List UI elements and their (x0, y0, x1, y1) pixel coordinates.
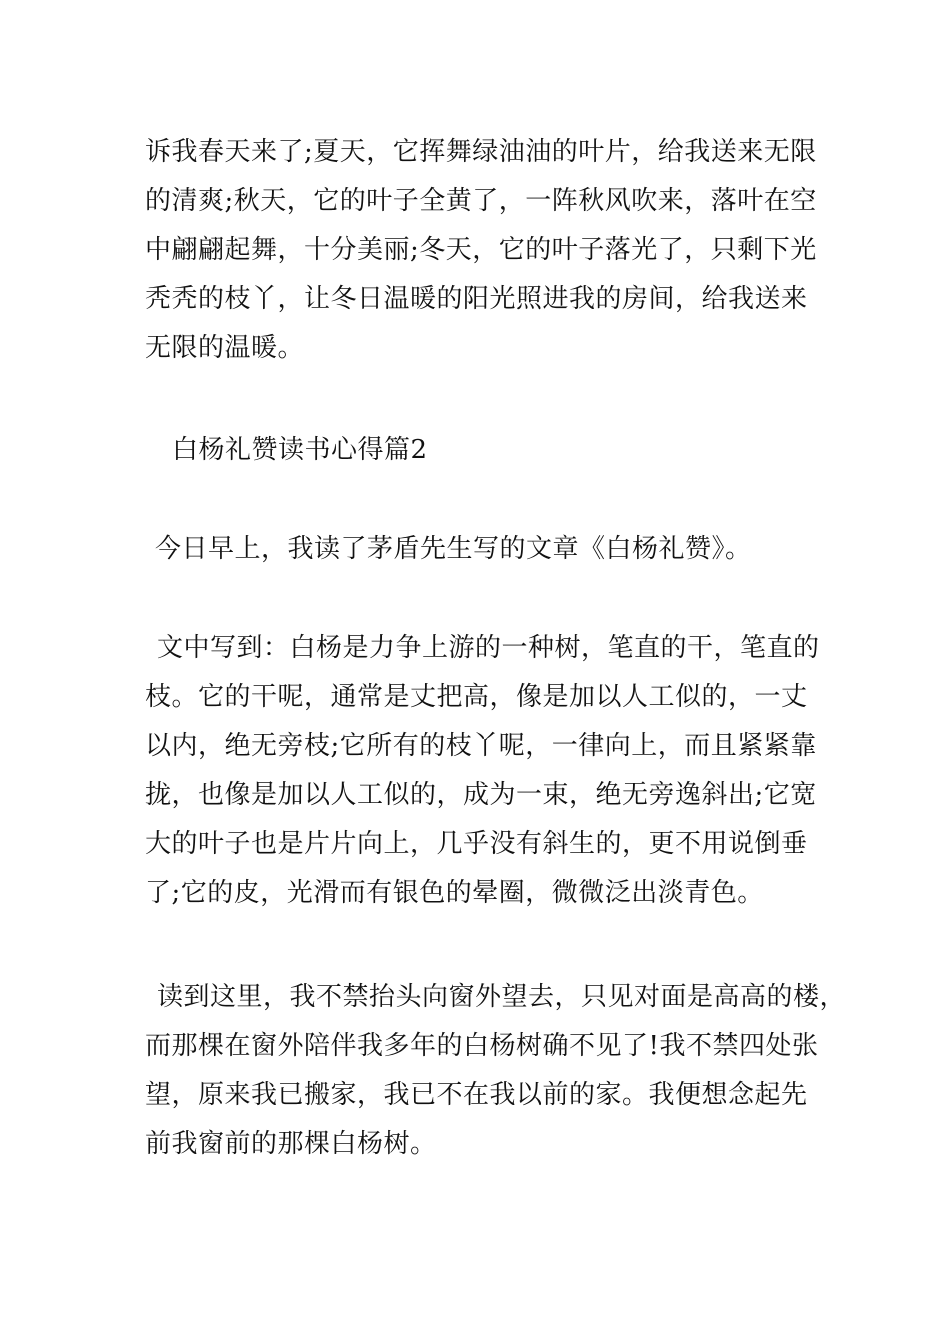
text-line: 前我窗前的那棵白杨树。 (145, 1129, 437, 1159)
text-line: 拢，也像是加以人工似的，成为一束，绝无旁逸斜出;它宽 (145, 780, 817, 810)
text-line: 秃秃的枝丫，让冬日温暖的阳光照进我的房间，给我送来 (145, 284, 808, 314)
text-line: 而那棵在窗外陪伴我多年的白杨树确不见了!我不禁四处张 (145, 1031, 819, 1061)
text-line: 读到这里，我不禁抬头向窗外望去，只见对面是高高的楼， (157, 982, 847, 1012)
text-line: 大的叶子也是片片向上，几乎没有斜生的，更不用说倒垂 (145, 829, 808, 859)
text-line: 以内，绝无旁枝;它所有的枝丫呢，一律向上，而且紧紧靠 (145, 731, 817, 761)
text-line: 无限的温暖。 (145, 333, 305, 363)
text-line: 今日早上，我读了茅盾先生写的文章《白杨礼赞》。 (155, 534, 752, 564)
paragraph-intro (155, 525, 845, 574)
text-line: 诉我春天来了;夏天，它挥舞绿油油的叶片，给我送来无限 (145, 137, 817, 167)
text-line: 中翩翩起舞，十分美丽;冬天，它的叶子落光了，只剩下光 (145, 235, 817, 265)
text-line: 文中写到：白杨是力争上游的一种树，笔直的干，笔直的 (157, 633, 820, 663)
text-line: 了;它的皮，光滑而有银色的晕圈，微微泛出淡青色。 (145, 878, 764, 908)
section-heading: 白杨礼赞读书心得篇2 (172, 435, 428, 465)
paragraph-spring-to-winter (145, 128, 835, 373)
text-line: 望，原来我已搬家，我已不在我以前的家。我便想念起先 (145, 1080, 808, 1110)
text-line: 的清爽;秋天，它的叶子全黄了，一阵秋风吹来，落叶在空 (145, 186, 817, 216)
paragraph-quote (145, 624, 837, 918)
paragraph-reflection (145, 973, 847, 1169)
text-line: 枝。它的干呢，通常是丈把高，像是加以人工似的，一丈 (145, 682, 808, 712)
